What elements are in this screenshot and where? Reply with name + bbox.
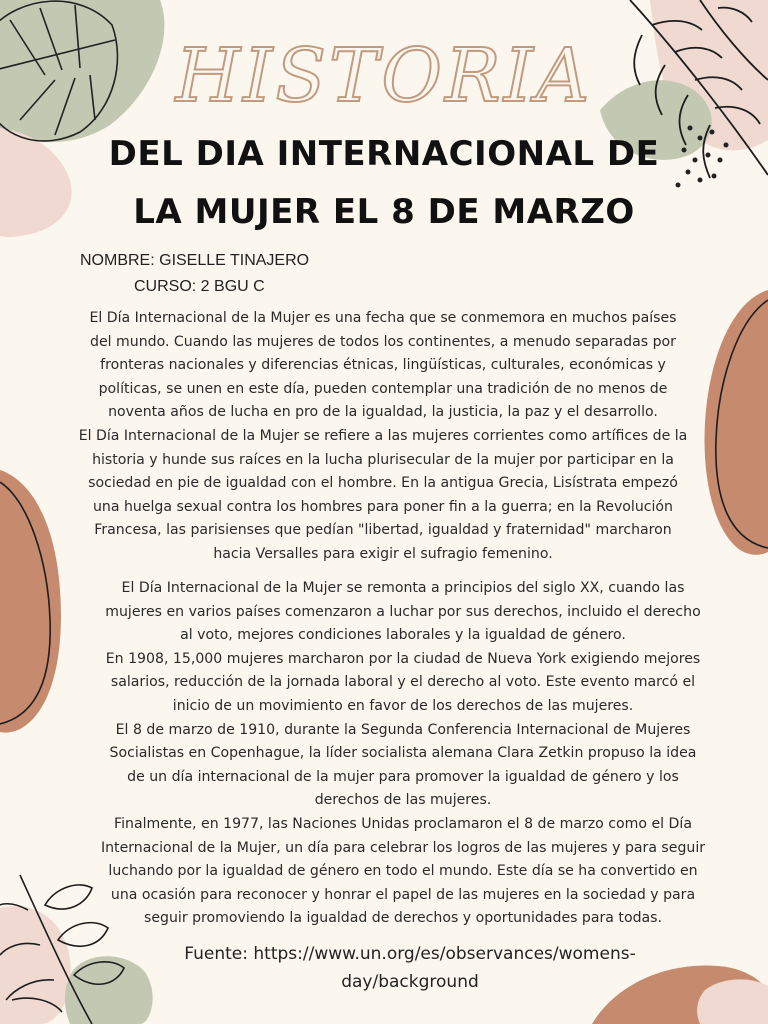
text-line: derechos de las mujeres.	[314, 792, 492, 809]
text-line: de un día internacional de la mujer para promover la igualdad de género y los	[127, 768, 679, 785]
paragraph-2	[64, 577, 742, 931]
text-line: En 1908, 15,000 mujeres marcharon por la ciudad de Nueva York exigiendo mejores	[105, 650, 701, 667]
text-line: Socialistas en Copenhague, la líder socialista alemana Clara Zetkin propuso la idea	[109, 745, 697, 762]
text-line: sociedad en pie de igualdad con el hombre. En la antigua Grecia, Lisístrata empezó	[88, 475, 678, 492]
text-line: El 8 de marzo de 1910, durante la Segunda Conferencia Internacional de Mujeres	[115, 721, 691, 738]
text-line: del mundo. Cuando las mujeres de todos los continentes, a menudo separadas por	[90, 333, 676, 350]
text-line: El Día Internacional de la Mujer se refiere a las mujeres corrientes como artífices de la	[78, 427, 688, 444]
title-line-2: LA MUJER EL 8 DE MARZO	[133, 192, 635, 232]
source-citation	[150, 940, 670, 996]
student-name: NOMBRE: GISELLE TINAJERO	[80, 252, 310, 269]
text-line: noventa años de lucha en pro de la igualdad, la justicia, la paz y el desarrollo.	[108, 404, 658, 421]
text-line: historia y hunde sus raíces en la lucha plurisecular de la mujer por participar en la	[92, 451, 674, 468]
text-line: al voto, mejores condiciones laborales y la igualdad de género.	[180, 627, 626, 644]
student-course: CURSO: 2 BGU C	[134, 278, 265, 295]
paragraph-1	[40, 307, 726, 567]
title-line-1: DEL DIA INTERNACIONAL DE	[108, 134, 660, 174]
source-line-1: Fuente: https://www.un.org/es/observances/womens-	[184, 944, 636, 964]
text-line: una huelga sexual contra los hombres para poner fin a la guerra; en la Revolución	[93, 498, 673, 515]
text-line: El Día Internacional de la Mujer se remonta a principios del siglo XX, cuando las	[121, 580, 685, 596]
text-line: Finalmente, en 1977, las Naciones Unidas proclamaron el 8 de marzo como el Día	[114, 815, 692, 832]
title-historia: HISTORIA	[175, 33, 593, 119]
text-line: seguir promoviendo la igualdad de derechos y oportunidades para todas.	[144, 910, 662, 927]
text-line: una ocasión para reconocer y honrar el papel de las mujeres en la sociedad y para	[110, 886, 696, 903]
text-line: mujeres en varios países comenzaron a luchar por sus derechos, incluido el derecho	[105, 603, 701, 620]
text-line: Internacional de la Mujer, un día para celebrar los logros de las mujeres y para seguir	[100, 839, 706, 856]
text-line: Francesa, las parisienses que pedían "libertad, igualdad y fraternidad" marcharon	[94, 522, 672, 539]
text-line: salarios, reducción de la jornada laboral y el derecho al voto. Este evento marcó el	[110, 674, 696, 691]
text-line: El Día Internacional de la Mujer es una fecha que se conmemora en muchos países	[89, 310, 677, 326]
text-line: hacia Versalles para exigir el sufragio femenino.	[213, 545, 553, 562]
text-line: inicio de un movimiento en favor de los derechos de las mujeres.	[172, 697, 634, 714]
text-line: políticas, se unen en este día, pueden contemplar una tradición de no menos de	[98, 380, 668, 397]
text-line: fronteras nacionales y diferencias étnicas, lingüísticas, culturales, económicas y	[100, 357, 666, 374]
text-line: luchando por la igualdad de género en todo el mundo. Este día se ha convertido en	[108, 863, 698, 880]
source-line-2: day/background	[341, 972, 479, 992]
